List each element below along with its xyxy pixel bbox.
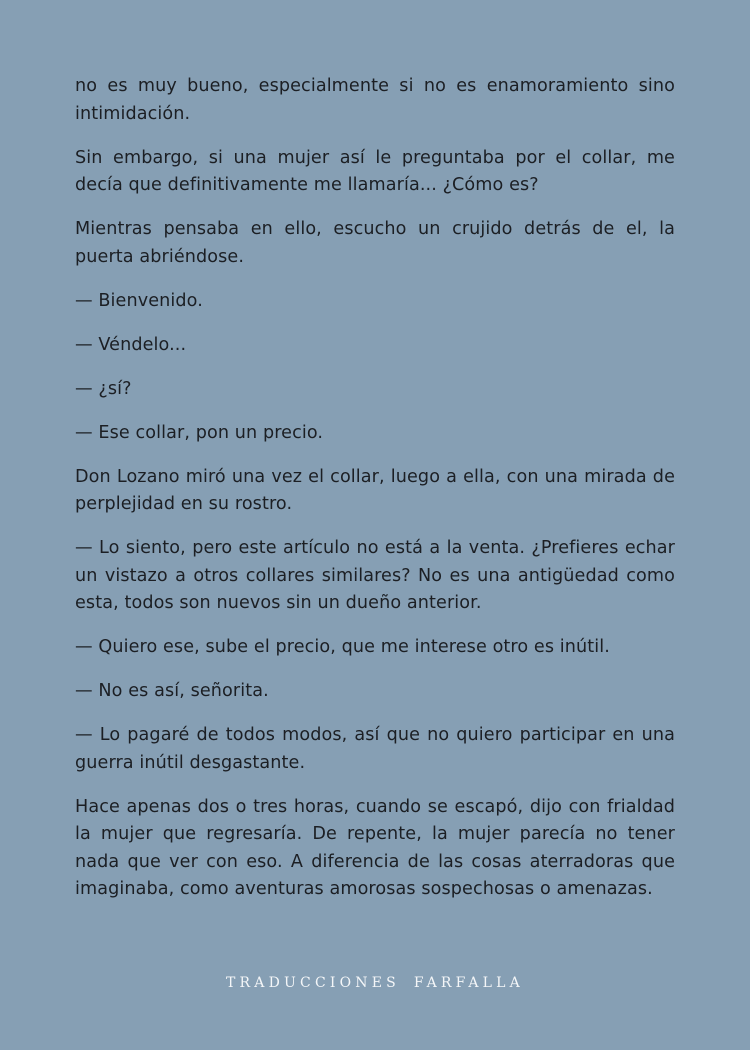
paragraph: Don Lozano miró una vez el collar, luego a ella, con una mirada de perplejidad en su rostro.: [75, 466, 675, 514]
footer-credit: [0, 975, 750, 991]
page-body: [75, 73, 675, 920]
paragraph: Hace apenas dos o tres horas, cuando se escapó, dijo con frialdad la mujer que regresaría. De repente, la mujer parecía no tener nada que ver con eso. A diferencia de las cosas aterradoras que imaginaba, como aventuras amorosas sospechosas o amenazas.: [75, 796, 675, 899]
paragraph: Sin embargo, si una mujer así le preguntaba por el collar, me decía que definitivamente me llamaría... ¿Cómo es?: [75, 147, 675, 195]
footer-word-traducciones: TRADUCCIONES: [226, 975, 400, 991]
footer-word-farfalla: FARFALLA: [413, 975, 524, 991]
dialogue-line: — Lo pagaré de todos modos, así que no quiero participar en una guerra inútil desgastante.: [75, 725, 675, 773]
dialogue-line: — Lo siento, pero este artículo no está a la venta. ¿Prefieres echar un vistazo a otros collares similares? No es una antigüedad como esta, todos son nuevos sin un dueño anterior.: [75, 538, 675, 613]
dialogue-line: — Ese collar, pon un precio.: [75, 422, 324, 443]
dialogue-line: — No es así, señorita.: [75, 681, 269, 701]
dialogue-line: — Véndelo...: [75, 334, 187, 355]
dialogue-line: — Quiero ese, sube el precio, que me interese otro es inútil.: [75, 637, 610, 657]
dialogue-line: — ¿sí?: [75, 378, 132, 399]
paragraph: no es muy bueno, especialmente si no es enamoramiento sino intimidación.: [75, 76, 675, 124]
paragraph: Mientras pensaba en ello, escucho un crujido detrás de el, la puerta abriéndose.: [75, 219, 675, 267]
dialogue-line: — Bienvenido.: [75, 290, 203, 311]
